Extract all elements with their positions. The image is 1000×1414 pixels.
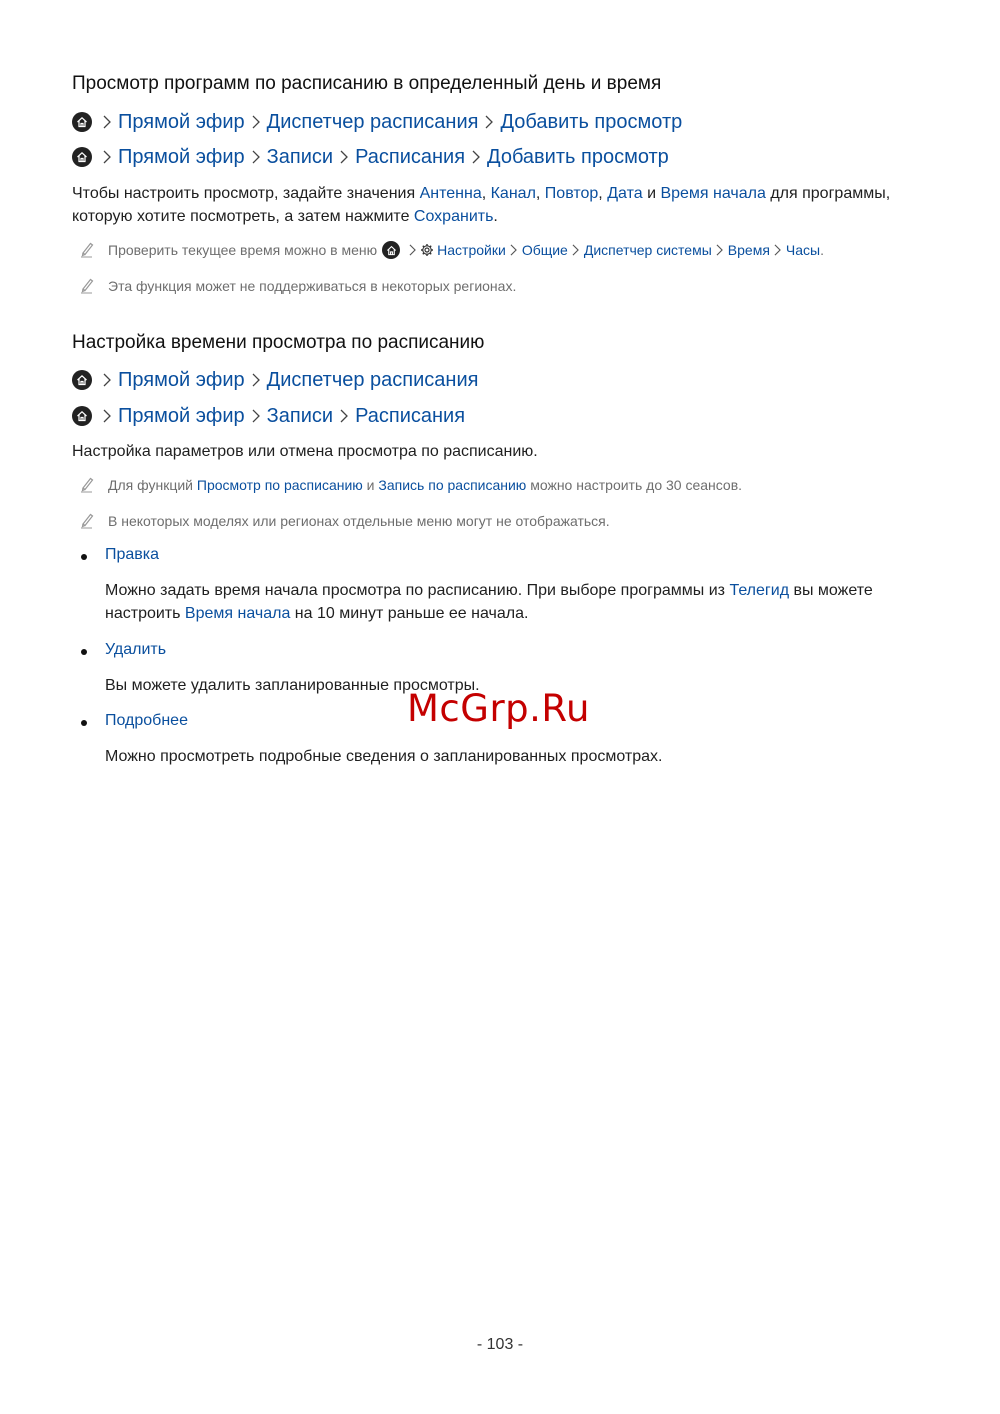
bullet-description — [105, 579, 965, 625]
menu-item-schedules[interactable]: Расписания — [355, 145, 466, 168]
option-scheduled-recording[interactable]: Запись по расписанию — [378, 477, 527, 493]
note-text: Для функций — [108, 477, 197, 493]
section-title: Просмотр программ по расписанию в определенный день и время — [72, 73, 662, 94]
text: для программы, — [765, 185, 891, 202]
note-text: и — [362, 477, 379, 493]
body-paragraph: Настройка параметров или отмена просмотра по расписанию. — [72, 443, 538, 460]
menu-item-clock[interactable]: Часы — [785, 242, 821, 258]
chevron-right-icon — [245, 406, 267, 426]
menu-path — [72, 109, 682, 135]
menu-item-recordings[interactable]: Записи — [266, 145, 334, 168]
option-repeat[interactable]: Повтор — [544, 185, 599, 202]
text: , — [481, 185, 491, 202]
menu-item-add-viewing[interactable]: Добавить просмотр — [487, 145, 669, 168]
menu-item-live[interactable]: Прямой эфир — [118, 110, 245, 133]
page-number: - 103 - — [476, 1336, 524, 1353]
home-icon[interactable] — [72, 370, 92, 390]
note — [80, 474, 742, 496]
option-scheduled-viewing[interactable]: Просмотр по расписанию — [196, 477, 363, 493]
bullet-description: Можно просмотреть подробные сведения о запланированных просмотрах. — [105, 748, 663, 765]
chevron-right-icon — [568, 240, 584, 260]
note — [80, 275, 516, 297]
option-tv-guide[interactable]: Телегид — [729, 582, 790, 599]
chevron-right-icon — [245, 370, 267, 390]
menu-item-schedule-manager[interactable]: Диспетчер расписания — [266, 368, 479, 391]
menu-item-time[interactable]: Время — [727, 242, 770, 258]
note-text: В некоторых моделях или регионах отдельные меню могут не отображаться. — [108, 513, 610, 529]
chevron-right-icon — [96, 147, 118, 167]
body-paragraph — [72, 182, 952, 228]
chevron-right-icon — [333, 406, 355, 426]
note — [80, 239, 824, 261]
bullet-marker — [81, 720, 87, 726]
text: , — [535, 185, 545, 202]
menu-item-system-manager[interactable]: Диспетчер системы — [583, 242, 712, 258]
chevron-right-icon — [245, 147, 267, 167]
pencil-icon — [80, 277, 96, 295]
menu-path — [72, 403, 465, 429]
bullet-marker — [81, 649, 87, 655]
text: Можно задать время начала просмотра по расписанию. При выборе программы из — [105, 582, 730, 599]
gear-icon — [420, 243, 434, 257]
menu-item-recordings[interactable]: Записи — [266, 404, 334, 427]
home-icon[interactable] — [72, 112, 92, 132]
chevron-right-icon — [712, 240, 728, 260]
option-start-time[interactable]: Время начала — [660, 185, 766, 202]
menu-item-live[interactable]: Прямой эфир — [118, 145, 245, 168]
bullet-marker — [81, 554, 87, 560]
pencil-icon — [80, 512, 96, 530]
option-channel[interactable]: Канал — [490, 185, 536, 202]
watermark: McGrp.Ru — [407, 687, 590, 730]
chevron-right-icon — [245, 112, 267, 132]
text: Чтобы настроить просмотр, задайте значения — [72, 185, 420, 202]
pencil-icon — [80, 241, 96, 259]
text: которую хотите посмотреть, а затем нажмите — [72, 208, 414, 225]
section-title: Настройка времени просмотра по расписанию — [72, 332, 485, 353]
text: . — [493, 208, 498, 225]
menu-path — [72, 367, 478, 393]
menu-item-live[interactable]: Прямой эфир — [118, 368, 245, 391]
text: настроить — [105, 605, 185, 622]
chevron-right-icon — [478, 112, 500, 132]
text: вы можете — [789, 582, 873, 599]
home-icon[interactable] — [72, 147, 92, 167]
menu-item-add-viewing[interactable]: Добавить просмотр — [500, 110, 683, 133]
pencil-icon — [80, 476, 96, 494]
chevron-right-icon — [465, 147, 487, 167]
bullet-title-delete[interactable]: Удалить — [105, 641, 167, 658]
note-text: . — [820, 242, 824, 258]
text: , — [598, 185, 608, 202]
note-text: Проверить текущее время можно в меню — [108, 242, 378, 258]
menu-item-live[interactable]: Прямой эфир — [118, 404, 245, 427]
bullet-title-details[interactable]: Подробнее — [105, 712, 188, 729]
chevron-right-icon — [506, 240, 522, 260]
chevron-right-icon — [96, 406, 118, 426]
bullet-description: Вы можете удалить запланированные просмотры. — [105, 677, 480, 694]
bullet-title-edit[interactable]: Правка — [105, 546, 160, 563]
note-text: Эта функция может не поддерживаться в некоторых регионах. — [108, 278, 517, 294]
option-save[interactable]: Сохранить — [413, 208, 494, 225]
menu-item-settings[interactable]: Настройки — [437, 242, 506, 258]
note — [80, 510, 610, 532]
option-date[interactable]: Дата — [607, 185, 643, 202]
home-icon[interactable] — [72, 406, 92, 426]
chevron-right-icon — [96, 112, 118, 132]
chevron-right-icon — [96, 370, 118, 390]
menu-item-schedule-manager[interactable]: Диспетчер расписания — [266, 110, 479, 133]
text: на 10 минут раньше ее начала. — [290, 605, 529, 622]
menu-item-schedules[interactable]: Расписания — [355, 404, 466, 427]
menu-item-general[interactable]: Общие — [521, 242, 568, 258]
chevron-right-icon — [333, 147, 355, 167]
menu-path — [72, 144, 669, 170]
home-icon[interactable] — [382, 241, 400, 259]
option-start-time[interactable]: Время начала — [184, 605, 291, 622]
note-text: можно настроить до 30 сеансов. — [526, 477, 743, 493]
chevron-right-icon — [770, 240, 786, 260]
text: и — [642, 185, 661, 202]
option-antenna[interactable]: Антенна — [419, 185, 482, 202]
chevron-right-icon — [404, 240, 420, 260]
